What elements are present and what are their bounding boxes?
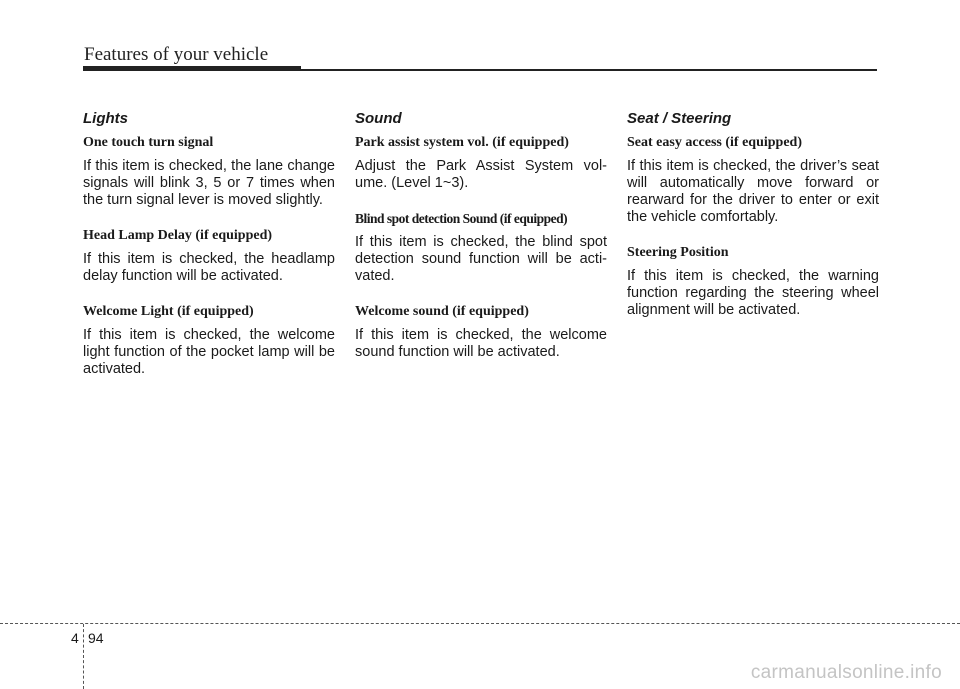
- item-body: If this item is checked, the welcome light function of the pocket lamp will be activated.: [83, 327, 335, 377]
- item-body: If this item is checked, the blind spot detection sound function will be acti-vated.: [355, 234, 607, 284]
- header-rule-thick: [83, 66, 301, 71]
- item-title: Welcome sound (if equipped): [355, 304, 529, 319]
- item-one-touch-turn-signal: [83, 135, 335, 209]
- column-sound: [355, 110, 607, 380]
- section-title-seat-steering: Seat / Steering: [627, 110, 732, 127]
- item-welcome-light: [83, 304, 335, 378]
- item-body: Adjust the Park Assist System vol-ume. (Level 1~3).: [355, 158, 607, 191]
- item-body: If this item is checked, the welcome sound function will be activated.: [355, 327, 607, 360]
- footer-divider: [0, 623, 960, 624]
- item-body: If this item is checked, the driver’s seat will automatically move forward or rearward for the driver to enter or exit the vehicle comfortably.: [627, 158, 879, 225]
- watermark: carmanualsonline.info: [750, 662, 942, 683]
- item-title: Welcome Light (if equipped): [83, 304, 254, 319]
- item-title: One touch turn signal: [83, 135, 214, 150]
- page-header-title: Features of your vehicle: [84, 44, 269, 65]
- item-title: Blind spot detection Sound (if equipped): [355, 211, 568, 226]
- item-title: Seat easy access (if equipped): [627, 135, 802, 150]
- section-title-sound: Sound: [355, 110, 402, 127]
- section-title-lights: Lights: [83, 110, 128, 127]
- item-head-lamp-delay: [83, 228, 335, 285]
- column-seat-steering: [627, 110, 879, 338]
- page-number: 94: [88, 630, 104, 646]
- item-title: Park assist system vol. (if equipped): [355, 135, 569, 150]
- header-rule-thin: [300, 69, 877, 71]
- item-blind-spot-sound: [355, 211, 607, 285]
- item-title: Head Lamp Delay (if equipped): [83, 228, 273, 243]
- item-title: Steering Position: [627, 245, 729, 260]
- column-lights: [83, 110, 335, 397]
- item-body: If this item is checked, the lane change signals will blink 3, 5 or 7 times when the turn signal lever is moved slightly.: [83, 158, 335, 208]
- item-body: If this item is checked, the warning function regarding the steering wheel alignment will be activated.: [627, 268, 879, 318]
- footer-page-divider: [83, 624, 84, 689]
- item-seat-easy-access: [627, 135, 879, 226]
- item-steering-position: [627, 245, 879, 319]
- page-chapter-number: 4: [71, 630, 79, 646]
- item-welcome-sound: [355, 304, 607, 361]
- item-park-assist-volume: [355, 135, 607, 192]
- item-body: If this item is checked, the headlamp delay function will be activated.: [83, 251, 335, 284]
